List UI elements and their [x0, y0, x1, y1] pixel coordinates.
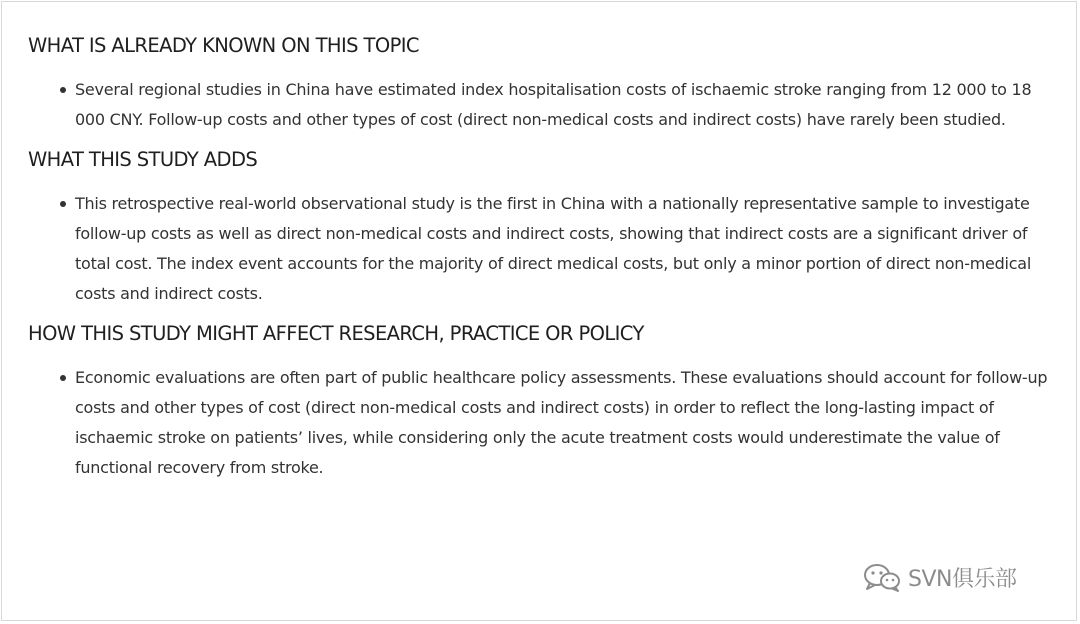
bullet-list-policy	[28, 363, 1058, 483]
bullet-text: This retrospective real-world observational study is the first in China with a nationally representative sample to investigate follow-up costs as well as direct non-medical costs and indirect costs, showing that indirect costs are a significant driver of total cost. The index event accounts for the majority of direct medical costs, but only a minor portion of direct non-medical costs and indirect costs.	[75, 194, 1032, 303]
bullet-text: Economic evaluations are often part of public healthcare policy assessments. These evaluations should account for follow-up costs and other types of cost (direct non-medical costs and indirect costs) in order to reflect the long-lasting impact of ischaemic stroke on patients’ lives, while considering only the acute treatment costs would underestimate the value of functional recovery from stroke.	[75, 368, 1048, 477]
bullet-dot	[60, 87, 66, 93]
bullet-dot	[60, 375, 66, 381]
bullet-dot	[60, 201, 66, 207]
list-item	[28, 189, 1058, 309]
list-item	[28, 363, 1058, 483]
key-messages-box	[28, 32, 1058, 483]
list-item	[28, 75, 1058, 135]
wechat-icon	[862, 562, 902, 592]
bullet-list-known	[28, 75, 1058, 135]
bullet-text: Several regional studies in China have estimated index hospitalisation costs of ischaemic stroke ranging from 12 000 to 18 000 CNY. Follow-up costs and other types of cost (direct non-medical costs and indirect costs) have rarely been studied.	[75, 80, 1032, 129]
section-heading-adds: WHAT THIS STUDY ADDS	[28, 148, 258, 171]
watermark	[862, 560, 1016, 594]
watermark-text: SVN俱乐部	[908, 566, 1017, 592]
bullet-list-adds	[28, 189, 1058, 309]
section-heading-known: WHAT IS ALREADY KNOWN ON THIS TOPIC	[28, 34, 419, 57]
document-frame	[1, 1, 1077, 621]
section-heading-policy: HOW THIS STUDY MIGHT AFFECT RESEARCH, PRACTICE OR POLICY	[28, 322, 644, 345]
